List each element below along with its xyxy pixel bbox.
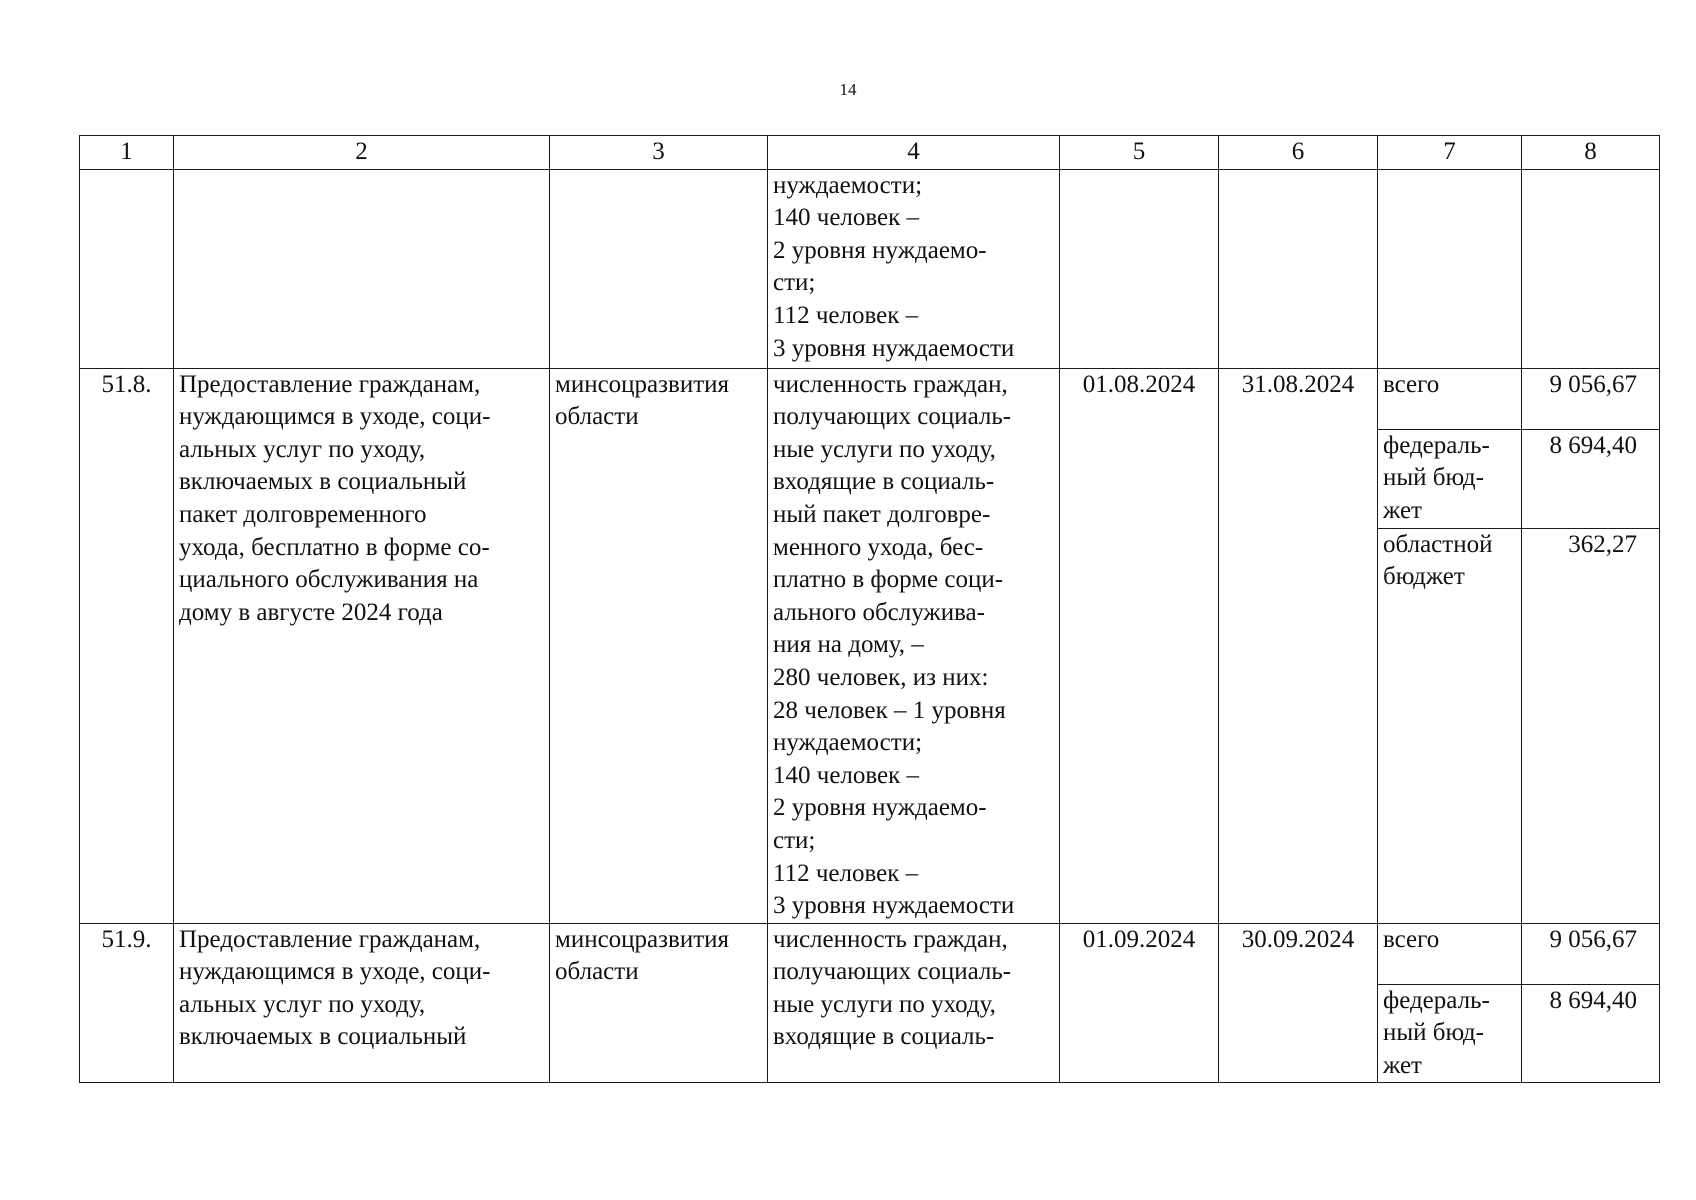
text-line: минсоцразвития	[555, 370, 730, 398]
start-date: 01.09.2024	[1060, 923, 1219, 1083]
text-line: пакет долговременного	[179, 500, 427, 528]
start-date: 01.08.2024	[1060, 368, 1219, 923]
text-line: альных услуг по уходу,	[179, 435, 426, 463]
column-header-1: 1	[80, 136, 174, 170]
text-line: ный бюд-	[1383, 464, 1484, 492]
funding-amount: 362,27	[1522, 528, 1660, 923]
text-line: ния на дому, –	[773, 631, 924, 659]
text-line: ный бюд-	[1383, 1019, 1484, 1047]
column-header-2: 2	[174, 136, 550, 170]
text-line: 2 уровня нуждаемо-	[773, 794, 987, 822]
text-line: 3 уровня нуждаемости	[773, 334, 1015, 362]
text-line: нуждающимся в уходе, соци-	[179, 958, 491, 986]
text-line: ный пакет долговре-	[773, 500, 991, 528]
text-line: ные услуги по уходу,	[773, 990, 996, 1018]
indicator	[768, 368, 1060, 923]
text-line: всего	[1383, 925, 1440, 953]
text-line: 28 человек – 1 уровня	[773, 696, 1006, 724]
page-number: 14	[839, 80, 857, 99]
text-line: областной	[1383, 530, 1493, 558]
text-line: 140 человек –	[773, 761, 920, 789]
text-line: получающих социаль-	[773, 958, 1012, 986]
column-header-8: 8	[1522, 136, 1660, 170]
text-line: входящие в социаль-	[773, 1023, 995, 1051]
activity-name	[174, 923, 550, 1083]
text-line: области	[555, 958, 639, 986]
activity-name	[174, 368, 550, 923]
text-line: федераль-	[1383, 431, 1490, 459]
executor	[550, 923, 768, 1083]
text-line: ухода, бесплатно в форме со-	[179, 533, 490, 561]
text-line: Предоставление гражданам,	[179, 370, 481, 398]
funding-amount: 9 056,67	[1522, 923, 1660, 984]
end-date: 30.09.2024	[1219, 923, 1378, 1083]
text-line: нуждаемости;	[773, 729, 923, 757]
text-line: 112 человек –	[773, 301, 919, 329]
text-line: численность граждан,	[773, 370, 1008, 398]
text-line: 280 человек, из них:	[773, 663, 989, 691]
text-line: альных услуг по уходу,	[179, 990, 426, 1018]
executor	[550, 368, 768, 923]
text-line: жет	[1383, 496, 1422, 524]
text-line: платно в форме соци-	[773, 566, 1004, 594]
text-line: 2 уровня нуждаемо-	[773, 236, 987, 264]
funding-source	[1378, 984, 1522, 1083]
end-date: 31.08.2024	[1219, 368, 1378, 923]
column-header-6: 6	[1219, 136, 1378, 170]
text-line: ные услуги по уходу,	[773, 435, 996, 463]
funding-amount: 9 056,67	[1522, 368, 1660, 429]
funding-source	[1378, 923, 1522, 984]
text-line: минсоцразвития	[555, 925, 730, 953]
text-line: входящие в социаль-	[773, 468, 995, 496]
text-line: циального обслуживания на	[179, 566, 479, 594]
text-line: 3 уровня нуждаемости	[773, 892, 1015, 920]
text-line: всего	[1383, 370, 1440, 398]
text-line: 140 человек –	[773, 204, 920, 232]
text-line: федераль-	[1383, 986, 1490, 1014]
text-line: сти;	[773, 826, 816, 854]
text-line: области	[555, 403, 639, 431]
column-header-3: 3	[550, 136, 768, 170]
column-header-7: 7	[1378, 136, 1522, 170]
text-line: ального обслужива-	[773, 598, 985, 626]
funding-source	[1378, 528, 1522, 923]
text-line: нуждаемости;	[773, 171, 923, 199]
text-line: включаемых в социальный	[179, 1023, 467, 1051]
table-row	[80, 368, 1660, 429]
text-line: жет	[1383, 1051, 1422, 1079]
text-line: менного ухода, бес-	[773, 533, 984, 561]
text-line: включаемых в социальный	[179, 468, 467, 496]
indicator	[768, 923, 1060, 1083]
funding-source	[1378, 368, 1522, 429]
text-line: Предоставление гражданам,	[179, 925, 481, 953]
row-number: 51.9.	[80, 923, 174, 1083]
column-header-5: 5	[1060, 136, 1219, 170]
funding-amount: 8 694,40	[1522, 984, 1660, 1083]
activity-table	[79, 135, 1660, 1083]
text-line: сти;	[773, 269, 816, 297]
column-header-4: 4	[768, 136, 1060, 170]
funding-source	[1378, 429, 1522, 528]
text-line: бюджет	[1383, 563, 1465, 591]
text-line: 112 человек –	[773, 859, 919, 887]
row-number: 51.8.	[80, 368, 174, 923]
text-line: нуждающимся в уходе, соци-	[179, 403, 491, 431]
continuation-indicator	[768, 169, 1060, 368]
text-line: получающих социаль-	[773, 403, 1012, 431]
table-row	[80, 923, 1660, 984]
text-line: дому в августе 2024 года	[179, 598, 443, 626]
funding-amount: 8 694,40	[1522, 429, 1660, 528]
text-line: численность граждан,	[773, 925, 1008, 953]
table-header-row	[80, 136, 1660, 170]
continuation-row	[80, 169, 1660, 368]
